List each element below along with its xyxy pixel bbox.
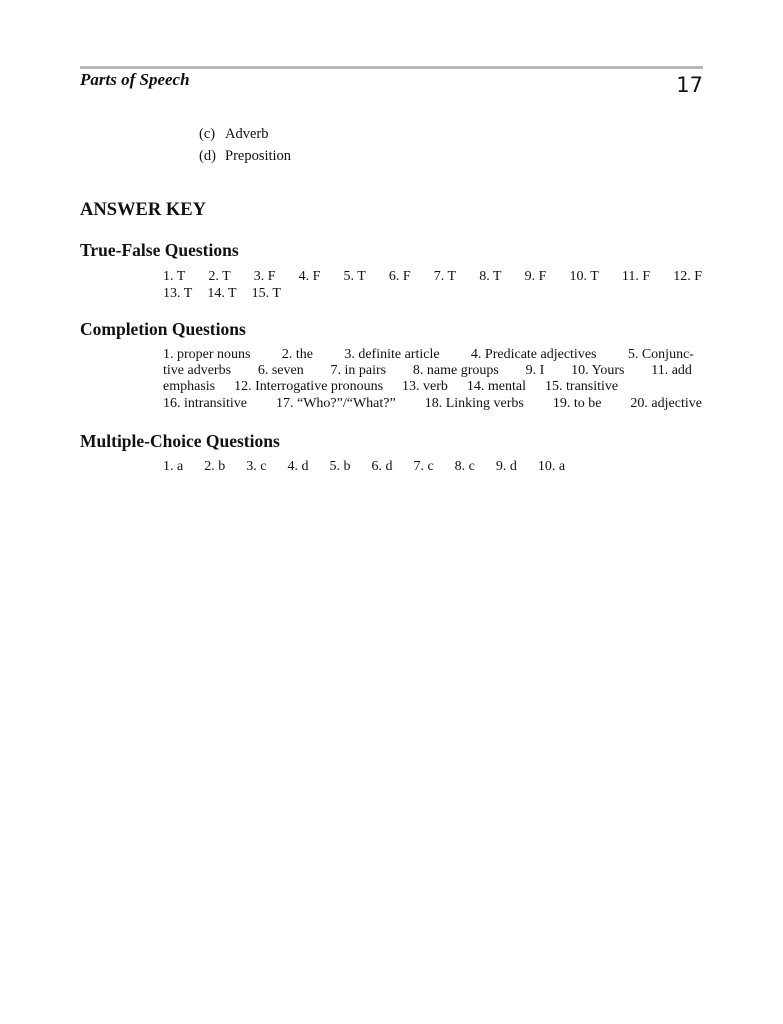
header-rule (80, 66, 703, 69)
answer-item: 12. F (673, 269, 702, 284)
answer-item: 9. I (525, 363, 545, 378)
answer-item: 8. T (479, 269, 502, 284)
answer-item: 6. d (371, 459, 393, 474)
answer-item: 2. T (208, 269, 231, 284)
answer-item: 11. F (621, 269, 651, 284)
answer-item: 19. to be (552, 396, 602, 411)
true-false-heading: True-False Questions (80, 240, 239, 260)
answer-key-title: ANSWER KEY (80, 200, 206, 220)
answer-item: 3. definite article (344, 347, 440, 362)
answer-item: 5. T (343, 269, 366, 284)
answer-item: 13. verb (402, 379, 448, 394)
completion-heading: Completion Questions (80, 319, 246, 339)
answer-item: 8. name groups (412, 363, 499, 378)
answer-item: 10. a (537, 459, 566, 474)
answer-item: 15. transitive (545, 379, 619, 394)
option-letter: (d) (199, 148, 216, 164)
answer-item: 6. seven (257, 363, 304, 378)
multiple-choice-heading: Multiple-Choice Questions (80, 431, 280, 451)
answer-item: 1. T (163, 269, 186, 284)
answer-item: 9. F (524, 269, 547, 284)
option-text: Preposition (225, 148, 292, 164)
answer-item: 1. a (163, 459, 184, 474)
answer-item: 4. F (298, 269, 321, 284)
answer-item: 2. the (281, 347, 313, 362)
answer-item: 11. add (651, 363, 692, 378)
option-letter: (c) (199, 126, 216, 142)
answer-item: 10. T (569, 269, 599, 284)
answer-item: emphasis (163, 379, 216, 394)
true-false-line-1 (163, 269, 702, 285)
answer-item: 12. Interrogative pronouns (234, 379, 384, 394)
answer-item: 13. T (163, 286, 193, 301)
answer-item: tive adverbs (163, 363, 232, 378)
page-number: 17 (676, 73, 703, 97)
answer-item: 4. d (287, 459, 309, 474)
completion-line-3 (163, 379, 637, 395)
running-title: Parts of Speech (80, 70, 190, 89)
answer-item: 1. proper nouns (163, 347, 251, 362)
answer-item: 2. b (204, 459, 226, 474)
answer-item: 5. b (329, 459, 351, 474)
answer-item: 15. T (251, 286, 281, 301)
option-text: Adverb (225, 126, 269, 142)
completion-line-1 (163, 347, 694, 363)
answer-item: 6. F (388, 269, 411, 284)
answer-item: 14. T (207, 286, 237, 301)
answer-item: 7. c (413, 459, 434, 474)
answer-item: 14. mental (466, 379, 527, 394)
answer-item: 8. c (454, 459, 475, 474)
true-false-line-2 (163, 286, 296, 302)
answer-item: 7. T (433, 269, 457, 284)
answer-item: 3. F (253, 269, 276, 284)
option-c (199, 126, 269, 143)
completion-line-2 (163, 363, 692, 379)
completion-line-4 (163, 396, 702, 412)
answer-item: 20. adjective (630, 396, 702, 411)
answer-item: 17. “Who?”/“What?” (275, 396, 396, 411)
answer-item: 16. intransitive (163, 396, 247, 411)
answer-item: 5. Conjunc- (627, 347, 694, 362)
answer-item: 10. Yours (571, 363, 625, 378)
option-d (199, 148, 291, 165)
answer-item: 4. Predicate adjectives (470, 347, 597, 362)
answer-item: 3. c (246, 459, 267, 474)
answer-item: 9. d (495, 459, 517, 474)
multiple-choice-line-1 (163, 459, 586, 475)
answer-item: 7. in pairs (330, 363, 387, 378)
answer-item: 18. Linking verbs (424, 396, 524, 411)
